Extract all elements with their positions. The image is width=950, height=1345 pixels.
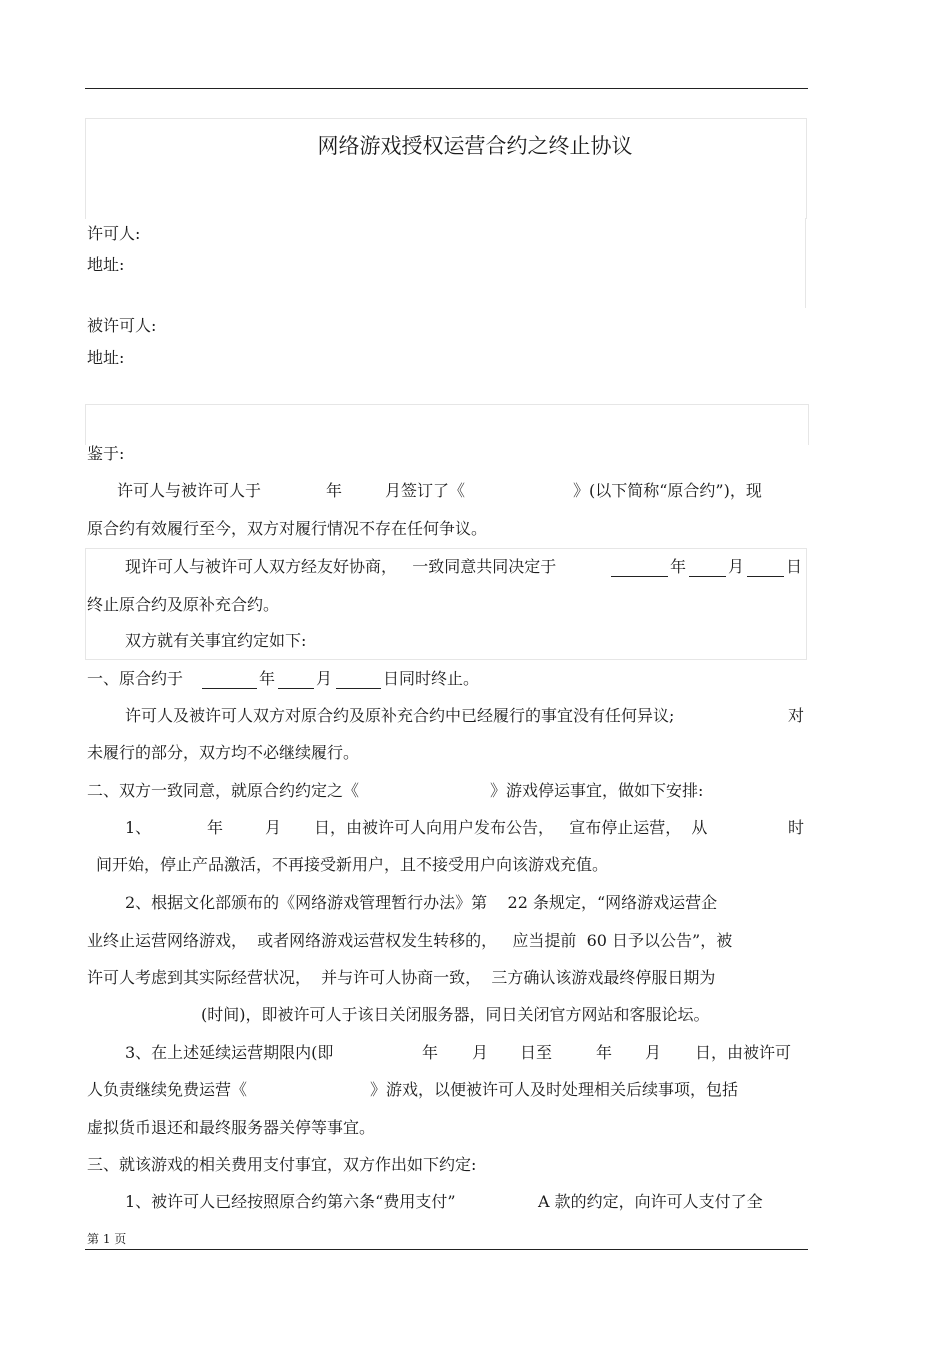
blank-line bbox=[611, 560, 668, 577]
footer-rule bbox=[85, 1249, 808, 1250]
blank-line bbox=[747, 560, 784, 577]
recital-text: 日 bbox=[786, 557, 803, 576]
clause-text: 年 bbox=[259, 669, 276, 688]
clause-text: 许可人考虑到其实际经营状况， 并与许可人协商一致， 三方确认该游戏最终停服日期为 bbox=[87, 968, 716, 987]
frame-box bbox=[805, 218, 808, 308]
clause-text: 月 bbox=[645, 1043, 662, 1062]
clause-text: 间开始，停止产品激活，不再接受新用户，且不接受用户向该游戏充值。 bbox=[96, 855, 609, 874]
clause-text: 月 bbox=[265, 818, 282, 837]
clause-text: 日至 bbox=[520, 1043, 553, 1062]
clause-text: 2、根据文化部颁布的《网络游戏管理暂行办法》第 22 条规定，“网络游戏运营企 bbox=[125, 893, 718, 912]
clause-text: 虚拟货币退还和最终服务器关停等事宜。 bbox=[87, 1118, 376, 1137]
recital-text: 现许可人与被许可人双方经友好协商， 一致同意共同决定于 bbox=[125, 557, 557, 576]
blank-line bbox=[278, 672, 314, 689]
clause-text: 月 bbox=[316, 669, 333, 688]
recital-text: 》(以下简称“原合约”)，现 bbox=[573, 481, 762, 500]
recital-text: 年 bbox=[670, 557, 687, 576]
clause-text: 》游戏，以便被许可人及时处理相关后续事项，包括 bbox=[370, 1080, 739, 1099]
clause-text: A 款的约定，向许可人支付了全 bbox=[538, 1192, 763, 1211]
clause-text: 1、被许可人已经按照原合约第六条“费用支付” bbox=[125, 1192, 456, 1211]
blank-line bbox=[689, 560, 726, 577]
clause-text: 三、就该游戏的相关费用支付事宜，双方作出如下约定: bbox=[87, 1155, 477, 1174]
clause-text: 3、在上述延续运营期限内(即 bbox=[125, 1043, 334, 1062]
recital-text: 许可人与被许可人于 bbox=[117, 481, 262, 500]
clause-text: 对 bbox=[788, 706, 805, 725]
clause-text: 1、 bbox=[125, 818, 152, 837]
licensee-label: 被许可人: bbox=[87, 316, 157, 335]
frame-box bbox=[85, 404, 809, 445]
clause-text: 日，由被许可 bbox=[695, 1043, 792, 1062]
clause-text: 年 bbox=[207, 818, 224, 837]
clause-text: 二、双方一致同意，就原合约约定之《 bbox=[87, 781, 360, 800]
clause-text: 日，由被许可人向用户发布公告， 宣布停止运营， 从 bbox=[314, 818, 708, 837]
recital-text: 终止原合约及原补充合约。 bbox=[87, 595, 280, 614]
header-rule bbox=[85, 88, 808, 89]
recital-text: 月 bbox=[728, 557, 745, 576]
blank-line bbox=[336, 672, 381, 689]
clause-text: 许可人及被许可人双方对原合约及原补充合约中已经履行的事宜没有任何异议; bbox=[125, 706, 675, 725]
document-title: 网络游戏授权运营合约之终止协议 bbox=[317, 134, 633, 158]
clause-text: 一、原合约于 bbox=[87, 669, 184, 688]
clause-text: 月 bbox=[472, 1043, 489, 1062]
recital-text: 月签订了《 bbox=[385, 481, 466, 500]
clause-text: 年 bbox=[596, 1043, 613, 1062]
clause-text: 》游戏停运事宜，做如下安排: bbox=[490, 781, 704, 800]
licensor-label: 许可人: bbox=[87, 224, 141, 243]
licensee-address-label: 地址: bbox=[87, 348, 125, 367]
recital-text: 双方就有关事宜约定如下: bbox=[125, 631, 307, 650]
clause-text: 未履行的部分，双方均不必继续履行。 bbox=[87, 743, 360, 762]
clause-text: 日同时终止。 bbox=[383, 669, 480, 688]
blank-line bbox=[202, 672, 257, 689]
clause-text: 年 bbox=[422, 1043, 439, 1062]
clause-text: 业终止运营网络游戏， 或者网络游戏运营权发生转移的， 应当提前 60 日予以公告”，被 bbox=[87, 931, 733, 950]
recital-heading: 鉴于: bbox=[87, 444, 125, 463]
clause-text: (时间)，即被许可人于该日关闭服务器，同日关闭官方网站和客服论坛。 bbox=[201, 1005, 710, 1024]
clause-text: 人负责继续免费运营《 bbox=[87, 1080, 248, 1099]
recital-text: 年 bbox=[326, 481, 343, 500]
licensor-address-label: 地址: bbox=[87, 255, 125, 274]
recital-text: 原合约有效履行至今，双方对履行情况不存在任何争议。 bbox=[87, 519, 488, 538]
page-number: 第 1 页 bbox=[87, 1232, 127, 1246]
clause-text: 时 bbox=[788, 818, 805, 837]
